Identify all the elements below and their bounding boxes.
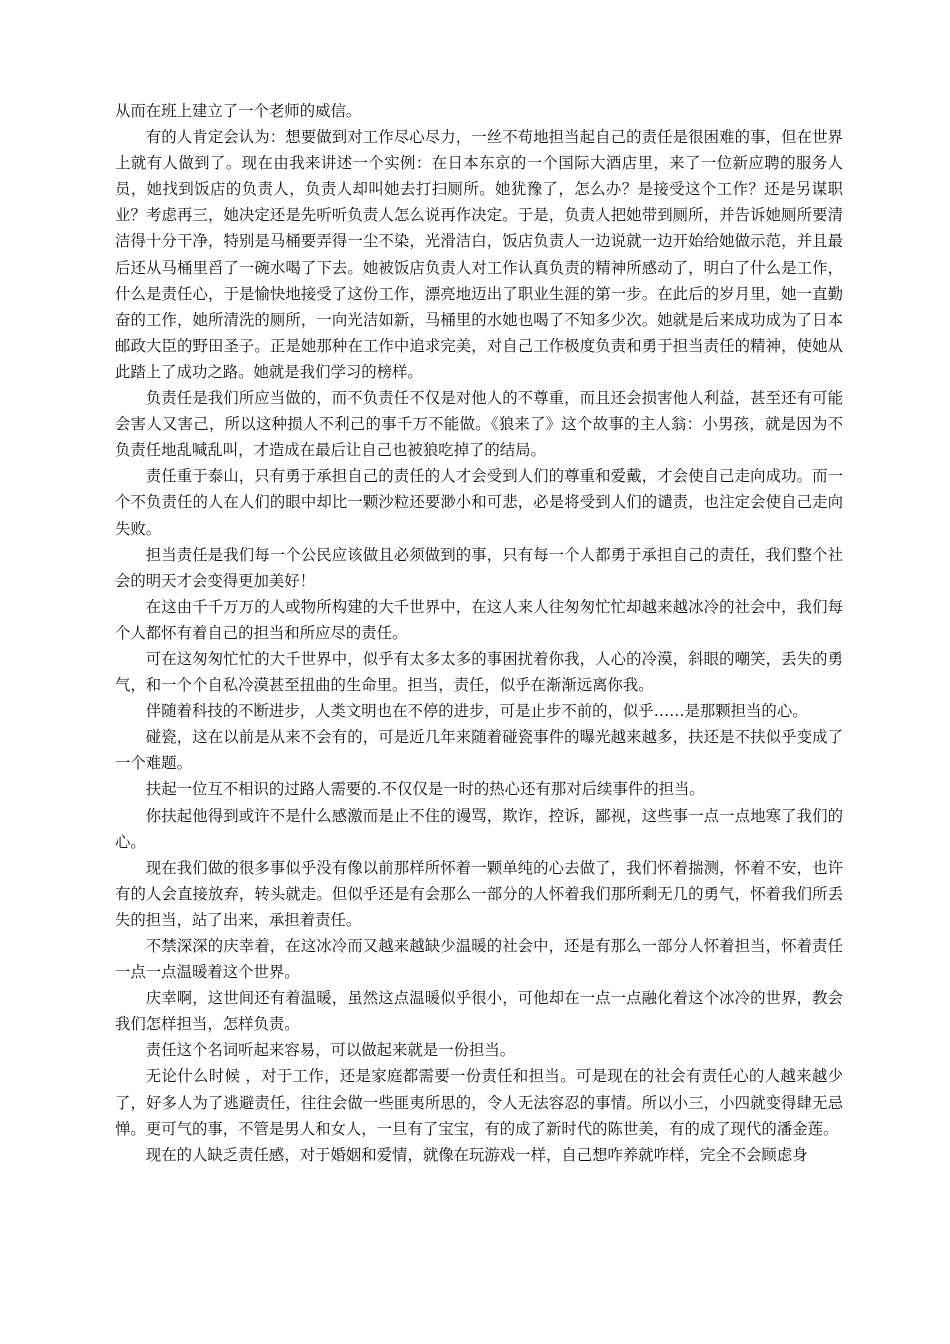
paragraph: 责任重于泰山，只有勇于承担自己的责任的人才会受到人们的尊重和爱戴，才会使自己走向成功。而一个不负责任的人在人们的眼中却比一颗沙粒还要渺小和可悲，必是将受到人们的谴责，也注定会使自己走向失败。 bbox=[115, 467, 843, 538]
paragraph: 从而在班上建立了一个老师的威信。 bbox=[115, 102, 362, 120]
paragraph: 负责任是我们所应当做的，而不负责任不仅是对他人的不尊重，而且还会损害他人利益，甚至还有可能会害人又害己，所以这种损人不利己的事千万不能做。《狼来了》这个故事的主人翁：小男孩，就是因为不负责任地乱喊乱叫，才造成在最后让自己也被狼吃掉了的结局。 bbox=[115, 389, 843, 460]
paragraph: 碰瓷，这在以前是从来不会有的，可是近几年来随着碰瓷事件的曝光越来越多，扶还是不扶似乎变成了一个难题。 bbox=[115, 728, 843, 773]
document-page bbox=[115, 98, 843, 1168]
paragraph: 伴随着科技的不断进步，人类文明也在不停的进步，可是止步不前的，似乎……是那颗担当的心。 bbox=[145, 702, 808, 721]
paragraph: 无论什么时候 ，对于工作，还是家庭都需要一份责任和担当。可是现在的社会有责任心的人越来越少了，好多人为了逃避责任，往往会做一些匪夷所思的，令人无法容忍的事情。所以小三，小四就变得肆无忌惮。更可气的事，不管是男人和女人，一旦有了宝宝，有的成了新时代的陈世美，有的成了现代的潘金莲。 bbox=[115, 1067, 843, 1138]
paragraph: 在这由千千万万的人或物所构建的大千世界中，在这人来人往匆匆忙忙却越来越冰冷的社会中，我们每个人都怀有着自己的担当和所应尽的责任。 bbox=[115, 597, 843, 642]
paragraph: 不禁深深的庆幸着，在这冰冷而又越来越缺少温暖的社会中，还是有那么一部分人怀着担当，怀着责任一点一点温暖着这个世界。 bbox=[115, 937, 843, 982]
paragraph: 担当责任是我们每一个公民应该做且必须做到的事，只有每一个人都勇于承担自己的责任，我们整个社会的明天才会变得更加美好！ bbox=[115, 545, 843, 590]
paragraph: 现在的人缺乏责任感，对于婚姻和爱情，就像在玩游戏一样，自己想咋养就咋样，完全不会顾虑身 bbox=[145, 1145, 808, 1164]
paragraph: 有的人肯定会认为：想要做到对工作尽心尽力，一丝不苟地担当起自己的责任是很困难的事，但在世界上就有人做到了。现在由我来讲述一个实例：在日本东京的一个国际大酒店里，来了一位新应聘的服务人员，她找到饭店的负责人，负责人却叫她去打扫厕所。她犹豫了，怎么办？是接受这个工作？还是另谋职业？考虑再三，她决定还是先听听负责人怎么说再作决定。于是，负责人把她带到厕所，并告诉她厕所要清洁得十分干净，特别是马桶要弄得一尘不染，光滑洁白，饭店负责人一边说就一边开始给她做示范，并且最后还从马桶里舀了一碗水喝了下去。她被饭店负责人对工作认真负责的精神所感动了，明白了什么是工作，什么是责任心，于是愉快地接受了这份工作，漂亮地迈出了职业生涯的第一步。在此后的岁月里，她一直勤奋的工作，她所清洗的厕所，一向光洁如新，马桶里的水她也喝了不知多少次。她就是后来成功成为了日本邮政大臣的野田圣子。正是她那种在工作中追求完美，对自己工作极度负责和勇于担当责任的精神，使她从此踏上了成功之路。她就是我们学习的榜样。 bbox=[115, 128, 843, 381]
paragraph: 责任这个名词听起来容易，可以做起来就是一份担当。 bbox=[145, 1041, 516, 1060]
paragraph: 扶起一位互不相识的过路人需要的.不仅仅是一时的热心还有那对后续事件的担当。 bbox=[145, 780, 705, 799]
paragraph: 可在这匆匆忙忙的大千世界中，似乎有太多太多的事困扰着你我，人心的冷漠，斜眼的嘲笑，丢失的勇气，和一个个自私冷漠甚至扭曲的生命里。担当，责任，似乎在渐渐远离你我。 bbox=[115, 649, 843, 695]
paragraph: 现在我们做的很多事似乎没有像以前那样所怀着一颗单纯的心去做了，我们怀着揣测，怀着不安，也许有的人会直接放弃，转头就走。但似乎还是有会那么一部分的人怀着我们那所剩无几的勇气，怀着我们所丢失的担当，站了出来，承担着责任。 bbox=[115, 858, 843, 929]
paragraph: 你扶起他得到或许不是什么感激而是止不住的谩骂，欺诈，控诉，鄙视，这些事一点一点地寒了我们的心。 bbox=[115, 806, 843, 851]
paragraph: 庆幸啊，这世间还有着温暖，虽然这点温暖似乎很小，可他却在一点一点融化着这个冰冷的世界，教会我们怎样担当，怎样负责。 bbox=[115, 989, 843, 1034]
